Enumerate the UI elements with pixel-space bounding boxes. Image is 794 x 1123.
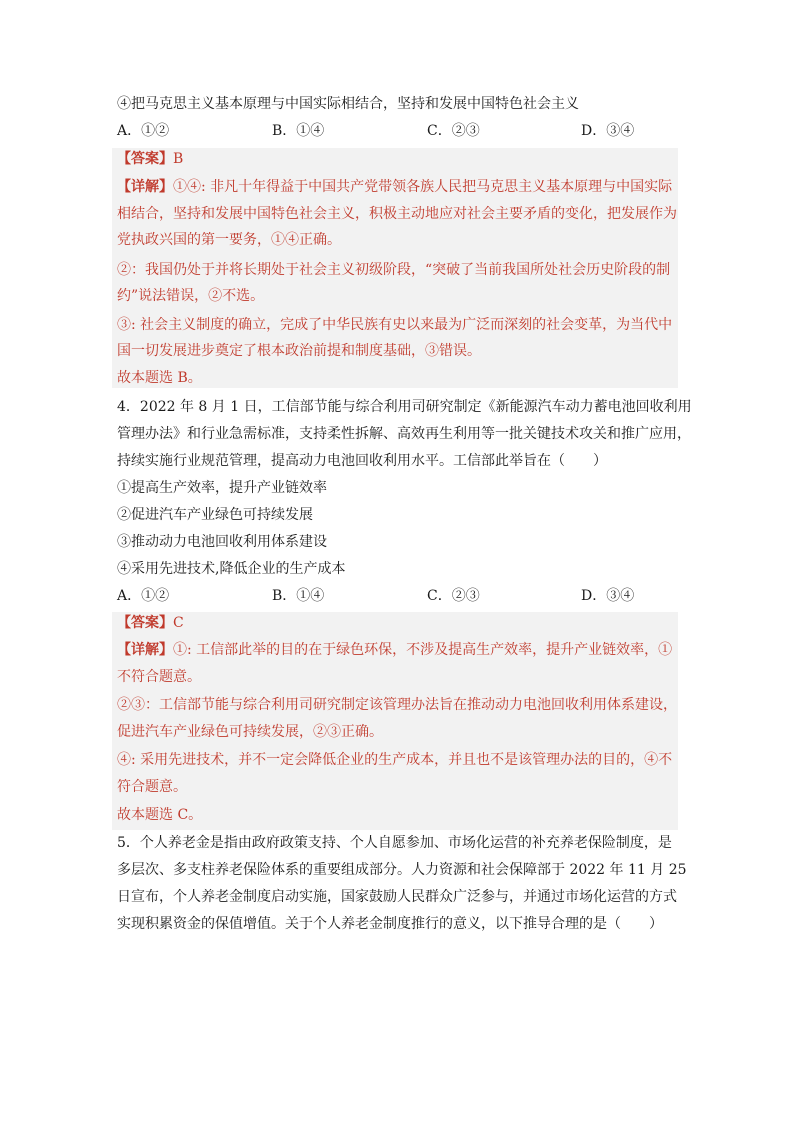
q3-detail-line-5: 约”说法错误，②不选。 — [117, 288, 265, 304]
q4-option-a: A．①② — [117, 588, 170, 604]
q4-detail-line-2: 不符合题意。 — [117, 669, 201, 685]
q3-option-b: B．①④ — [272, 123, 325, 139]
q3-detail-line-1: 【详解】①④: 非凡十年得益于中国共产党带领各族人民把马克思主义基本原理与中国实际 — [117, 179, 673, 195]
q4-stem-line-3: 持续实施行业规范管理，提高动力电池回收利用水平。工信部此举旨在（ ） — [117, 453, 607, 469]
q4-option-b: B．①④ — [272, 588, 325, 604]
q3-answer-value: B — [173, 151, 184, 167]
q3-option-d: D．③④ — [581, 123, 635, 139]
q3-options — [117, 121, 677, 141]
q4-option-c: C．②③ — [427, 588, 480, 604]
q3-detail-line-2: 相结合，坚持和发展中国特色社会主义，积极主动地应对社会主要矛盾的变化，把发展作为 — [117, 206, 677, 222]
q4-conclusion: 故本题选 C。 — [117, 807, 203, 823]
q4-item-1: ①提高生产效率，提升产业链效率 — [117, 480, 327, 496]
q4-option-d: D．③④ — [581, 588, 635, 604]
q3-conclusion: 故本题选 B。 — [117, 370, 202, 386]
q4-detail-line-6: 符合题意。 — [117, 779, 187, 795]
q3-answer — [117, 149, 677, 169]
q4-detail-line-1: 【详解】①: 工信部此举的目的在于绿色环保，不涉及提高生产效率，提升产业链效率，① — [117, 642, 673, 658]
q5-stem-line-2: 多层次、多支柱养老保险体系的重要组成部分。人力资源和社会保障部于 2022 年 11 月 25 — [117, 862, 687, 878]
q3-option-a: A．①② — [117, 123, 170, 139]
q4-answer-label: 【答案】 — [117, 615, 173, 631]
q3-detail-line-4: ②：我国仍处于并将长期处于社会主义初级阶段，“突破了当前我国所处社会历史阶段的制 — [117, 262, 671, 278]
q4-stem-line-2: 管理办法》和行业急需标准，支持柔性拆解、高效再生利用等一批关键技术攻关和推广应用， — [117, 426, 691, 442]
q4-item-2: ②促进汽车产业绿色可持续发展 — [117, 507, 313, 523]
q4-detail-line-5: ④: 采用先进技术，并不一定会降低企业的生产成本，并且也不是该管理办法的目的，④不 — [117, 752, 673, 768]
q5-stem-line-1: 5．个人养老金是指由政府政策支持、个人自愿参加、市场化运营的补充养老保险制度，是 — [117, 835, 672, 851]
q3-item-4: ④把马克思主义基本原理与中国实际相结合，坚持和发展中国特色社会主义 — [117, 96, 579, 112]
q5-stem-line-4: 实现积累资金的保值增值。关于个人养老金制度推行的意义，以下推导合理的是（ ） — [117, 916, 663, 932]
q4-detail-line-3: ②③：工信部节能与综合利用司研究制定该管理办法旨在推动动力电池回收利用体系建设， — [117, 697, 677, 713]
q4-detail-line-4: 促进汽车产业绿色可持续发展，②③正确。 — [117, 724, 383, 740]
q3-detail-line-6: ③: 社会主义制度的确立，完成了中华民族有史以来最为广泛而深刻的社会变革，为当代中 — [117, 317, 673, 333]
q4-detail-label: 【详解】 — [117, 642, 173, 658]
q5-stem-line-3: 日宣布，个人养老金制度启动实施，国家鼓励人民群众广泛参与，并通过市场化运营的方式 — [117, 889, 677, 905]
q4-answer — [117, 613, 677, 633]
q4-stem-line-1: 4．2022 年 8 月 1 日，工信部节能与综合利用司研究制定《新能源汽车动力蓄电池回收利用 — [117, 399, 692, 415]
q3-detail-label: 【详解】 — [117, 179, 173, 195]
q4-item-4: ④采用先进技术,降低企业的生产成本 — [117, 561, 346, 577]
q4-answer-value: C — [173, 615, 184, 631]
q3-answer-label: 【答案】 — [117, 151, 173, 167]
q3-option-c: C．②③ — [427, 123, 480, 139]
q4-options — [117, 586, 677, 606]
q3-detail-line-7: 国一切发展进步奠定了根本政治前提和制度基础，③错误。 — [117, 343, 481, 359]
q3-detail-line-3: 党执政兴国的第一要务，①④正确。 — [117, 232, 341, 248]
q4-item-3: ③推动动力电池回收利用体系建设 — [117, 534, 327, 550]
